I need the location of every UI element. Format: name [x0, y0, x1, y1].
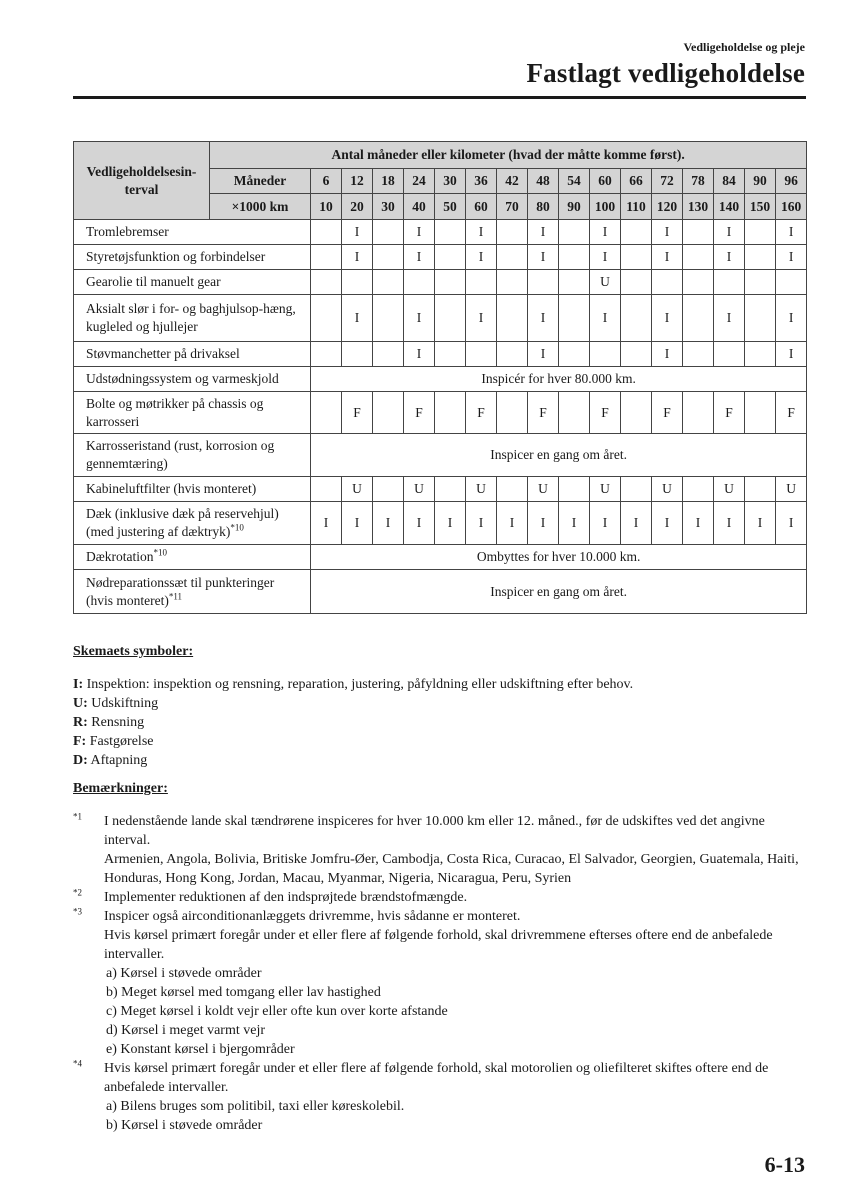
remark-item	[73, 888, 806, 907]
legend-heading: Skemaets symboler:	[73, 644, 194, 659]
table-row	[74, 477, 807, 502]
row-label: Gearolie til manuelt gear	[86, 274, 221, 289]
km-cell: 120	[652, 194, 683, 220]
remark-subitem: d) Kørsel i meget varmt vejr	[106, 1023, 266, 1038]
row-label-cell	[74, 502, 311, 545]
schedule-cell: F	[714, 392, 745, 434]
schedule-cell: I	[776, 502, 807, 545]
interval-span-cell: Ombyttes for hver 10.000 km.	[311, 545, 807, 570]
remark-mark	[73, 812, 82, 831]
schedule-cell: U	[466, 477, 497, 502]
schedule-cell: I	[652, 342, 683, 367]
row-label: Tromlebremser	[86, 224, 169, 239]
footnote-mark: *10	[153, 547, 167, 558]
legend-text: Udskiftning	[87, 696, 159, 711]
header-row-1	[74, 142, 807, 169]
schedule-cell	[559, 295, 590, 342]
schedule-cell: I	[342, 220, 373, 245]
footnote-mark: *10	[230, 522, 244, 533]
schedule-cell: I	[528, 245, 559, 270]
schedule-cell: I	[528, 220, 559, 245]
legend-item	[73, 694, 806, 713]
page-title: Fastlagt vedligeholdelse	[526, 58, 805, 88]
symbols-legend	[73, 642, 806, 770]
km-cell: 80	[528, 194, 559, 220]
schedule-cell: U	[528, 477, 559, 502]
schedule-cell	[373, 295, 404, 342]
remark-subitem: e) Konstant kørsel i bjergområder	[106, 1042, 295, 1057]
row-label: Aksialt slør i for- og baghjulsop-hæng, kugleled og hjullejer	[86, 301, 296, 334]
remarks-heading: Bemærkninger:	[73, 781, 168, 796]
schedule-cell	[311, 245, 342, 270]
month-cell: 60	[590, 169, 621, 194]
schedule-cell: I	[714, 245, 745, 270]
schedule-cell	[652, 270, 683, 295]
months-label-cell: Måneder	[210, 169, 311, 194]
schedule-cell: I	[435, 502, 466, 545]
schedule-cell: I	[466, 502, 497, 545]
remark-subitem: b) Meget kørsel med tomgang eller lav hastighed	[106, 985, 381, 1000]
month-cell: 12	[342, 169, 373, 194]
schedule-cell	[435, 477, 466, 502]
schedule-cell: I	[714, 295, 745, 342]
remark-star: *2	[73, 887, 82, 898]
schedule-cell: I	[528, 502, 559, 545]
row-label-cell	[74, 245, 311, 270]
row-label-cell	[74, 477, 311, 502]
table-row	[74, 502, 807, 545]
legend-key: U:	[73, 696, 88, 711]
schedule-cell: I	[776, 220, 807, 245]
table-row	[74, 342, 807, 367]
row-label-cell	[74, 545, 311, 570]
km-cell: 70	[497, 194, 528, 220]
remark-items	[73, 812, 806, 1135]
schedule-cell	[621, 245, 652, 270]
schedule-cell	[435, 245, 466, 270]
km-cell: 20	[342, 194, 373, 220]
legend-item	[73, 732, 806, 751]
schedule-cell	[683, 245, 714, 270]
row-label-cell	[74, 342, 311, 367]
span-header-cell: Antal måneder eller kilometer (hvad der måtte komme først).	[210, 142, 807, 169]
month-cell: 84	[714, 169, 745, 194]
remark-star: *4	[73, 1058, 82, 1069]
remark-item	[73, 907, 806, 1059]
remark-subitem: a) Kørsel i støvede områder	[106, 966, 262, 981]
schedule-cell	[435, 270, 466, 295]
month-cell: 66	[621, 169, 652, 194]
month-cell: 6	[311, 169, 342, 194]
schedule-cell: F	[776, 392, 807, 434]
schedule-cell: F	[342, 392, 373, 434]
table-row	[74, 570, 807, 614]
schedule-cell: I	[497, 502, 528, 545]
schedule-cell: I	[745, 502, 776, 545]
schedule-cell	[714, 270, 745, 295]
schedule-cell: I	[652, 502, 683, 545]
schedule-cell	[621, 295, 652, 342]
table-row	[74, 295, 807, 342]
month-cell: 72	[652, 169, 683, 194]
schedule-cell: I	[590, 502, 621, 545]
schedule-cell	[435, 220, 466, 245]
legend-text: Fastgørelse	[86, 734, 154, 749]
remark-star: *1	[73, 811, 82, 822]
table-row	[74, 545, 807, 570]
schedule-cell: U	[590, 477, 621, 502]
row-label-cell	[74, 367, 311, 392]
schedule-cell	[404, 270, 435, 295]
schedule-cell	[497, 270, 528, 295]
table-row	[74, 434, 807, 477]
schedule-cell	[373, 245, 404, 270]
schedule-cell	[745, 477, 776, 502]
schedule-cell: I	[342, 245, 373, 270]
legend-text: Rensning	[87, 715, 145, 730]
table-row	[74, 245, 807, 270]
schedule-body	[74, 142, 807, 614]
row-label: Støvmanchetter på drivaksel	[86, 346, 240, 361]
schedule-cell: F	[466, 392, 497, 434]
schedule-cell: I	[683, 502, 714, 545]
page-number: 6-13	[764, 1152, 805, 1177]
schedule-cell: I	[404, 342, 435, 367]
schedule-cell	[435, 342, 466, 367]
schedule-cell	[311, 220, 342, 245]
schedule-cell	[590, 342, 621, 367]
schedule-cell: U	[342, 477, 373, 502]
schedule-cell	[373, 392, 404, 434]
schedule-cell	[559, 270, 590, 295]
remark-item	[73, 1059, 806, 1135]
row-label-cell	[74, 295, 311, 342]
schedule-cell	[745, 295, 776, 342]
schedule-cell	[373, 220, 404, 245]
km-cell: 60	[466, 194, 497, 220]
schedule-cell	[621, 477, 652, 502]
km-cell: 10	[311, 194, 342, 220]
schedule-cell: U	[714, 477, 745, 502]
schedule-cell: I	[466, 220, 497, 245]
km-cell: 110	[621, 194, 652, 220]
schedule-cell	[373, 477, 404, 502]
interval-span-cell: Inspicer en gang om året.	[311, 434, 807, 477]
row-label: Kabineluftfilter (hvis monteret)	[86, 481, 257, 496]
legend-key: D:	[73, 753, 88, 768]
schedule-cell	[497, 392, 528, 434]
month-cell: 24	[404, 169, 435, 194]
km-cell: 140	[714, 194, 745, 220]
schedule-cell: U	[776, 477, 807, 502]
row-label-cell	[74, 434, 311, 477]
footnote-mark: *11	[168, 591, 183, 601]
schedule-cell: I	[714, 220, 745, 245]
schedule-cell	[621, 342, 652, 367]
schedule-cell: I	[342, 295, 373, 342]
schedule-cell: I	[404, 502, 435, 545]
km-cell: 150	[745, 194, 776, 220]
km-label-cell: ×1000 km	[210, 194, 311, 220]
schedule-cell: F	[404, 392, 435, 434]
schedule-cell: I	[404, 295, 435, 342]
schedule-cell	[745, 392, 776, 434]
schedule-cell: I	[590, 245, 621, 270]
schedule-cell	[497, 342, 528, 367]
title-rule	[73, 96, 806, 99]
remark-line: Armenien, Angola, Bolivia, Britiske Jomfru-Øer, Cambodja, Costa Rica, Curacao, El Salvador, Georgien, Guatemala, Haiti, Honduras, Hong Kong, Jordan, Macau, Myanmar, Nigeria, Nicaragua, Peru, Syrien	[104, 852, 799, 886]
table-row	[74, 392, 807, 434]
remark-item	[73, 812, 806, 888]
legend-key: R:	[73, 715, 88, 730]
month-cell: 48	[528, 169, 559, 194]
table-row	[74, 367, 807, 392]
row-label-cell	[74, 270, 311, 295]
row-label: Karrosseristand (rust, korrosion og gennemtæring)	[86, 438, 275, 471]
schedule-cell	[373, 270, 404, 295]
interval-span-cell: Inspicer en gang om året.	[311, 570, 807, 614]
schedule-cell	[621, 392, 652, 434]
row-label-cell	[74, 220, 311, 245]
schedule-cell: F	[590, 392, 621, 434]
schedule-cell	[311, 392, 342, 434]
month-cell: 54	[559, 169, 590, 194]
remark-mark	[73, 888, 82, 907]
schedule-cell	[435, 295, 466, 342]
legend-item	[73, 675, 806, 694]
legend-key: F:	[73, 734, 87, 749]
month-cell: 18	[373, 169, 404, 194]
month-cell: 96	[776, 169, 807, 194]
km-cell: 40	[404, 194, 435, 220]
schedule-cell: I	[528, 295, 559, 342]
schedule-cell	[683, 342, 714, 367]
schedule-cell: F	[528, 392, 559, 434]
remark-subitem: c) Meget kørsel i koldt vejr eller ofte kun over korte afstande	[106, 1004, 448, 1019]
schedule-cell	[559, 220, 590, 245]
schedule-cell: I	[590, 295, 621, 342]
schedule-cell: I	[652, 245, 683, 270]
schedule-cell: U	[590, 270, 621, 295]
km-cell: 30	[373, 194, 404, 220]
row-label-cell	[74, 392, 311, 434]
remark-line: Hvis kørsel primært foregår under et eller flere af følgende forhold, skal motorolien og oliefilteret skiftes oftere end de anbefalede intervaller.	[104, 1061, 769, 1095]
schedule-cell: I	[311, 502, 342, 545]
remark-mark	[73, 1059, 82, 1078]
schedule-cell	[497, 477, 528, 502]
schedule-cell	[342, 342, 373, 367]
schedule-cell: U	[652, 477, 683, 502]
remark-line: Inspicer også airconditionanlæggets drivremme, hvis sådanne er monteret.	[104, 909, 521, 924]
schedule-cell	[621, 220, 652, 245]
row-label: Dækrotation	[86, 549, 154, 564]
schedule-cell: I	[652, 295, 683, 342]
month-cell: 90	[745, 169, 776, 194]
schedule-cell	[311, 342, 342, 367]
schedule-cell	[559, 342, 590, 367]
schedule-cell: I	[776, 342, 807, 367]
km-cell: 50	[435, 194, 466, 220]
schedule-cell: I	[404, 220, 435, 245]
legend-item	[73, 751, 806, 770]
legend-items	[73, 675, 806, 770]
schedule-cell	[311, 270, 342, 295]
remarks	[73, 779, 806, 1135]
schedule-cell: I	[621, 502, 652, 545]
legend-item	[73, 713, 806, 732]
schedule-cell	[714, 342, 745, 367]
schedule-cell	[683, 220, 714, 245]
schedule-cell	[466, 270, 497, 295]
schedule-cell: I	[776, 245, 807, 270]
km-cell: 130	[683, 194, 714, 220]
km-cell: 90	[559, 194, 590, 220]
schedule-cell	[497, 220, 528, 245]
schedule-cell: I	[466, 295, 497, 342]
row-label: Udstødningssystem og varmeskjold	[86, 371, 279, 386]
schedule-cell	[435, 392, 466, 434]
schedule-cell	[373, 342, 404, 367]
schedule-cell: I	[590, 220, 621, 245]
schedule-cell: I	[776, 295, 807, 342]
schedule-cell: I	[466, 245, 497, 270]
month-cell: 78	[683, 169, 714, 194]
remark-mark	[73, 907, 82, 926]
section-header: Vedligeholdelse og pleje	[683, 40, 805, 54]
schedule-cell: I	[528, 342, 559, 367]
remark-star: *3	[73, 906, 82, 917]
km-cell: 100	[590, 194, 621, 220]
schedule-cell	[559, 245, 590, 270]
schedule-cell: U	[404, 477, 435, 502]
remark-line: I nedenstående lande skal tændrørene inspiceres for hver 10.000 km eller 12. måned., før de udskiftes ved det angivne interval.	[104, 814, 765, 848]
row-label-cell	[74, 570, 311, 614]
table-row	[74, 270, 807, 295]
schedule-cell	[683, 477, 714, 502]
table-row	[74, 220, 807, 245]
schedule-cell	[683, 295, 714, 342]
interval-span-cell: Inspicér for hver 80.000 km.	[311, 367, 807, 392]
schedule-cell	[528, 270, 559, 295]
schedule-cell	[311, 295, 342, 342]
remark-line: Implementer reduktionen af den indsprøjtede brændstofmængde.	[104, 890, 468, 905]
schedule-cell	[621, 270, 652, 295]
schedule-cell	[745, 270, 776, 295]
schedule-cell	[466, 342, 497, 367]
schedule-cell	[745, 220, 776, 245]
remark-line: Hvis kørsel primært foregår under et eller flere af følgende forhold, skal drivremmene efterses oftere end de anbefalede intervaller.	[104, 928, 773, 962]
schedule-cell	[683, 392, 714, 434]
interval-label-cell: Vedligeholdelsesin-terval	[74, 142, 210, 220]
schedule-cell: I	[714, 502, 745, 545]
row-label: Dæk (inklusive dæk på reservehjul) (med justering af dæktryk)	[86, 506, 279, 539]
schedule-cell	[745, 245, 776, 270]
schedule-cell	[559, 477, 590, 502]
schedule-cell	[745, 342, 776, 367]
km-cell: 160	[776, 194, 807, 220]
month-cell: 30	[435, 169, 466, 194]
schedule-cell	[497, 295, 528, 342]
month-cell: 42	[497, 169, 528, 194]
month-cell: 36	[466, 169, 497, 194]
row-label: Nødreparationssæt til punkteringer (hvis monteret)	[86, 574, 275, 608]
legend-text: Inspektion: inspektion og rensning, reparation, justering, påfyldning eller udskiftning efter behov.	[83, 677, 634, 692]
schedule-cell	[776, 270, 807, 295]
row-label: Styretøjsfunktion og forbindelser	[86, 249, 266, 264]
schedule-cell	[497, 245, 528, 270]
schedule-cell: I	[559, 502, 590, 545]
schedule-cell	[311, 477, 342, 502]
remark-subitem: a) Bilens bruges som politibil, taxi eller køreskolebil.	[106, 1099, 405, 1114]
schedule-cell: I	[652, 220, 683, 245]
legend-key: I:	[73, 677, 84, 692]
schedule-cell	[683, 270, 714, 295]
schedule-cell	[559, 392, 590, 434]
schedule-cell: I	[342, 502, 373, 545]
schedule-cell: I	[373, 502, 404, 545]
legend-text: Aftapning	[87, 753, 148, 768]
remark-subitem: b) Kørsel i støvede områder	[106, 1118, 263, 1133]
maintenance-schedule-table	[73, 141, 807, 614]
schedule-cell: F	[652, 392, 683, 434]
schedule-cell	[342, 270, 373, 295]
schedule-cell: I	[404, 245, 435, 270]
row-label: Bolte og møtrikker på chassis og karrosseri	[86, 395, 264, 429]
